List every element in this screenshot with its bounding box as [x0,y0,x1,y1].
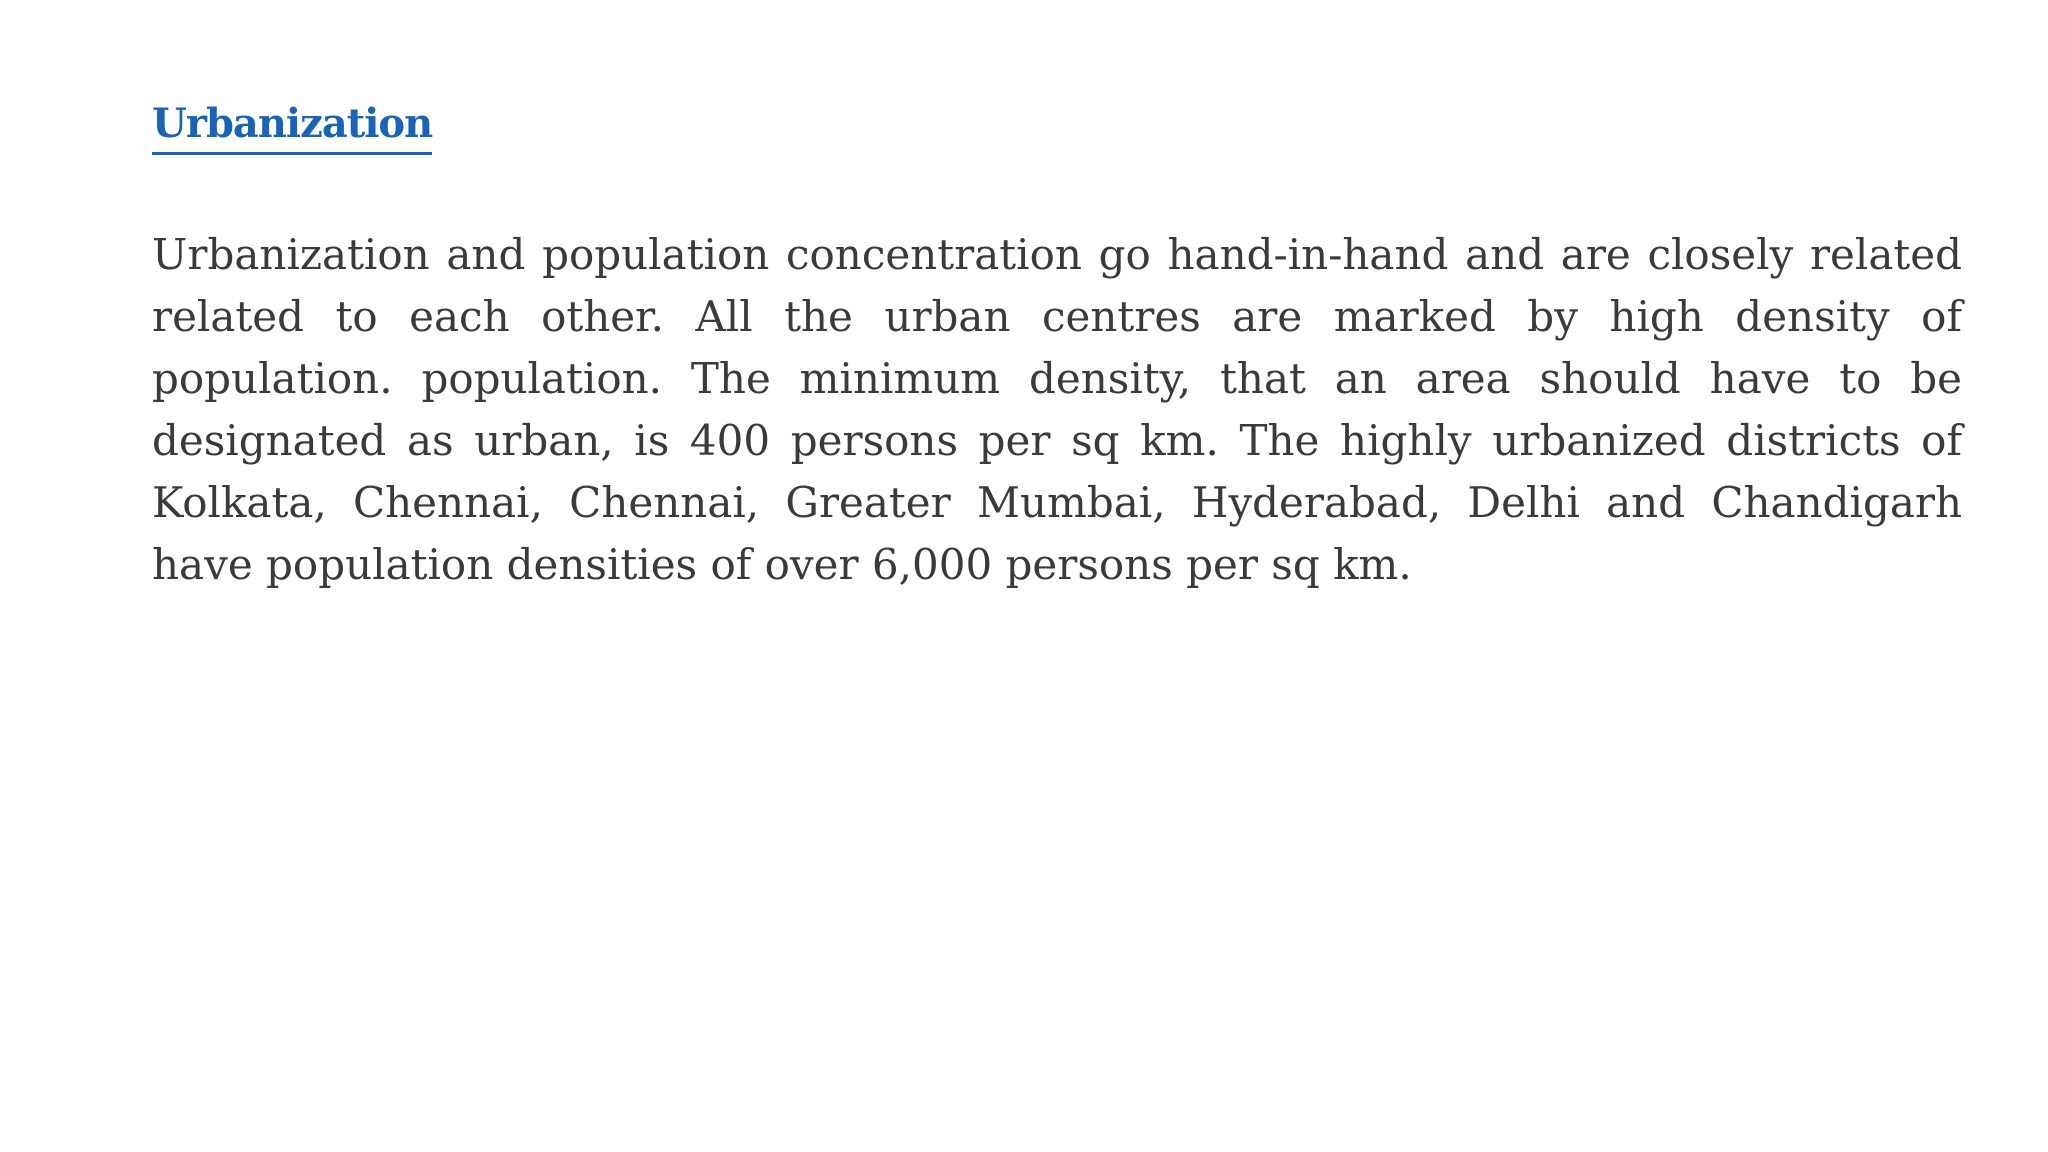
section-heading: Urbanization [152,100,432,155]
body-paragraph: Urbanization and population concentration go hand-in-hand and are closely related related to each other. All the urban centres are marked by high density of population. population. The minimum density, that an area should have to be designated as urban, is 400 persons per sq km. The highly urbanized districts of Kolkata, Chennai, Chennai, Greater Mumbai, Hyderabad, Delhi and Chandigarh have population densities of over 6,000 persons per sq km. [152,230,1962,589]
